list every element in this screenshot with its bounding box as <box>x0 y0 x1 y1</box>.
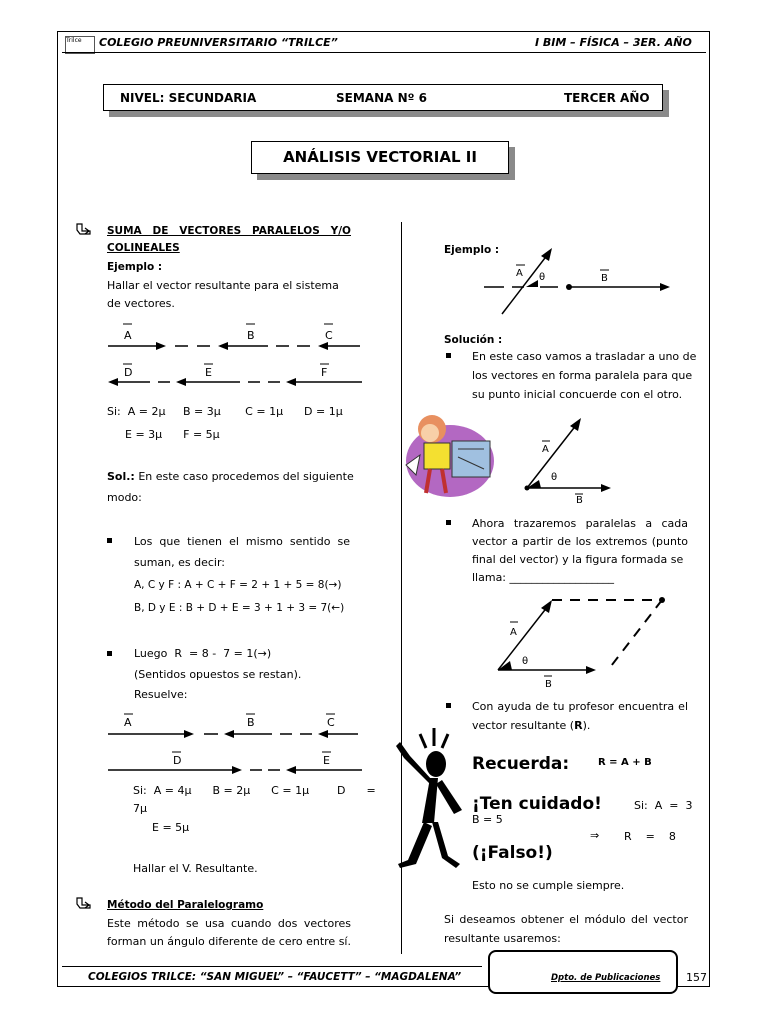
right-b3-line1: Con ayuda de tu profesor encuentra el <box>472 700 688 713</box>
not-always-text: Esto no se cumple siempre. <box>472 879 625 892</box>
careful-b: B = 5 <box>472 813 503 826</box>
vec-label-a: A <box>124 329 132 342</box>
right-b2-line2: vector a partir de los extremos (punto <box>472 535 688 548</box>
careful-si: Si: A = 3 <box>634 799 693 812</box>
fig2-label-theta: θ <box>551 472 558 483</box>
example-label: Ejemplo : <box>107 261 163 273</box>
ex2-values-line1: Si: A = 4μ B = 2μ C = 1μ D = <box>133 784 376 797</box>
right-b2-line4: llama: ___________________ <box>472 571 615 584</box>
bullet1-line2: suman, es decir: <box>134 556 226 569</box>
section1-title-line1: SUMA DE VECTORES PARALELOS Y/O <box>107 225 351 237</box>
sol-text-line1 <box>107 470 354 484</box>
fig2-label-b: B <box>576 495 583 506</box>
fig3-label-theta: θ <box>522 656 529 667</box>
right-b1-line1: En este caso vamos a trasladar a uno de <box>472 350 697 363</box>
stick-figure-clipart <box>390 718 470 873</box>
right-b1-line2: los vectores en forma paralela para que <box>472 369 693 382</box>
ex2-values-line2: 7μ <box>133 802 147 815</box>
bullet1-line1: Los que tienen el mismo sentido se <box>134 535 350 548</box>
ex2-values-line3: E = 5μ <box>152 821 190 834</box>
section1-title-line2: COLINEALES <box>107 242 180 254</box>
right-b2-line3: final del vector) y la figura formada se <box>472 553 684 566</box>
module-text-line2: resultante usaremos: <box>444 932 561 945</box>
bullet <box>446 353 451 358</box>
right-b2-line1: Ahora trazaremos paralelas a cada <box>472 517 688 530</box>
hand-pointer-icon <box>76 222 92 236</box>
bullet <box>446 703 451 708</box>
right-b3-line2 <box>472 719 590 733</box>
translated-vector-figure <box>515 414 615 504</box>
right-b3-text: vector resultante ( <box>472 719 575 732</box>
footer-schools: COLEGIOS TRILCE: “SAN MIGUEL” – “FAUCETT” – “MAGDALENA” <box>88 971 462 983</box>
ex2-label-a: A <box>124 716 132 729</box>
false-label: (¡Falso!) <box>472 843 553 863</box>
ex2-label-e: E <box>323 754 330 767</box>
level-bar <box>103 84 663 111</box>
right-b1-line3: su punto inicial concuerde con el otro. <box>472 388 683 401</box>
remember-label: Recuerda: <box>472 754 570 774</box>
grade-label: TERCER AÑO <box>564 91 650 105</box>
careful-label: ¡Ten cuidado! <box>472 794 602 814</box>
formula-box <box>488 950 678 994</box>
careful-r: R = 8 <box>624 830 676 843</box>
bullet1-eq2: B, D y E : B + D + E = 3 + 1 + 3 = 7(←) <box>134 602 345 614</box>
bullet1-eq1: A, C y F : A + C + F = 2 + 1 + 5 = 8(→) <box>134 579 342 591</box>
fig1-label-theta: θ <box>539 272 546 283</box>
page-number: 157 <box>686 971 707 984</box>
values-line1: Si: A = 2μ B = 3μ C = 1μ D = 1μ <box>107 405 343 418</box>
careful-arrow: ⇒ <box>590 829 600 842</box>
hand-pointer-icon <box>76 896 92 910</box>
vec-label-e: E <box>205 366 212 379</box>
ex2-label-d: D <box>173 754 182 767</box>
footer-dept: Dpto. de Publicaciones <box>551 973 661 983</box>
page-title: ANÁLISIS VECTORIAL II <box>251 141 509 174</box>
vec-label-d: D <box>124 366 133 379</box>
vec-label-b: B <box>247 329 255 342</box>
sol-text-line2: modo: <box>107 491 142 504</box>
vec-label-c: C <box>325 329 333 342</box>
right-example-label: Ejemplo : <box>444 244 500 256</box>
bullet2-line3: Resuelve: <box>134 688 188 701</box>
section2-text-line1: Este método se usa cuando dos vectores <box>107 917 351 930</box>
teacher-clipart <box>400 405 496 497</box>
right-b3-end: ). <box>582 719 591 732</box>
vector-diagram-row2 <box>100 360 370 396</box>
right-sol-label: Solución : <box>444 334 503 346</box>
page-border <box>57 31 710 987</box>
remember-equation: R = A + B <box>598 757 652 768</box>
right-b3-r: R <box>574 719 583 732</box>
section2-title: Método del Paralelogramo <box>107 899 264 911</box>
vec-label-f: F <box>321 366 328 379</box>
level-label: NIVEL: SECUNDARIA <box>120 91 257 105</box>
fig1-label-a: A <box>516 268 523 279</box>
example-vector-figure <box>480 246 680 318</box>
section2-text-line2: forman un ángulo diferente de cero entre sí. <box>107 935 351 948</box>
module-text-line1: Si deseamos obtener el módulo del vector <box>444 913 688 926</box>
fig3-label-a: A <box>510 627 517 638</box>
values-line2: E = 3μ F = 5μ <box>125 428 220 441</box>
bullet <box>107 651 112 656</box>
header-rule <box>62 52 706 53</box>
example-text-line2: de vectores. <box>107 297 175 310</box>
week-label: SEMANA Nº 6 <box>336 91 427 105</box>
header-course: I BIM – FÍSICA – 3ER. AÑO <box>535 36 692 49</box>
ex2-label-b: B <box>247 716 255 729</box>
fig1-label-b: B <box>601 273 608 284</box>
example-text-line1: Hallar el vector resultante para el sistema <box>107 279 339 292</box>
ex2-question: Hallar el V. Resultante. <box>133 862 258 875</box>
bullet <box>446 520 451 525</box>
bullet <box>107 538 112 543</box>
logo-text: Trilce <box>66 37 82 44</box>
sol-label: Sol.: <box>107 470 135 483</box>
header-school: COLEGIO PREUNIVERSITARIO “TRILCE” <box>99 36 338 49</box>
fig3-label-b: B <box>545 679 552 690</box>
footer-rule <box>62 966 482 967</box>
ex2-label-c: C <box>327 716 335 729</box>
bullet2-line1: Luego R = 8 - 7 = 1(→) <box>134 647 272 660</box>
bullet2-line2: (Sentidos opuestos se restan). <box>134 668 302 681</box>
fig2-label-a: A <box>542 444 549 455</box>
sol-text: En este caso procedemos del siguiente <box>134 470 354 483</box>
